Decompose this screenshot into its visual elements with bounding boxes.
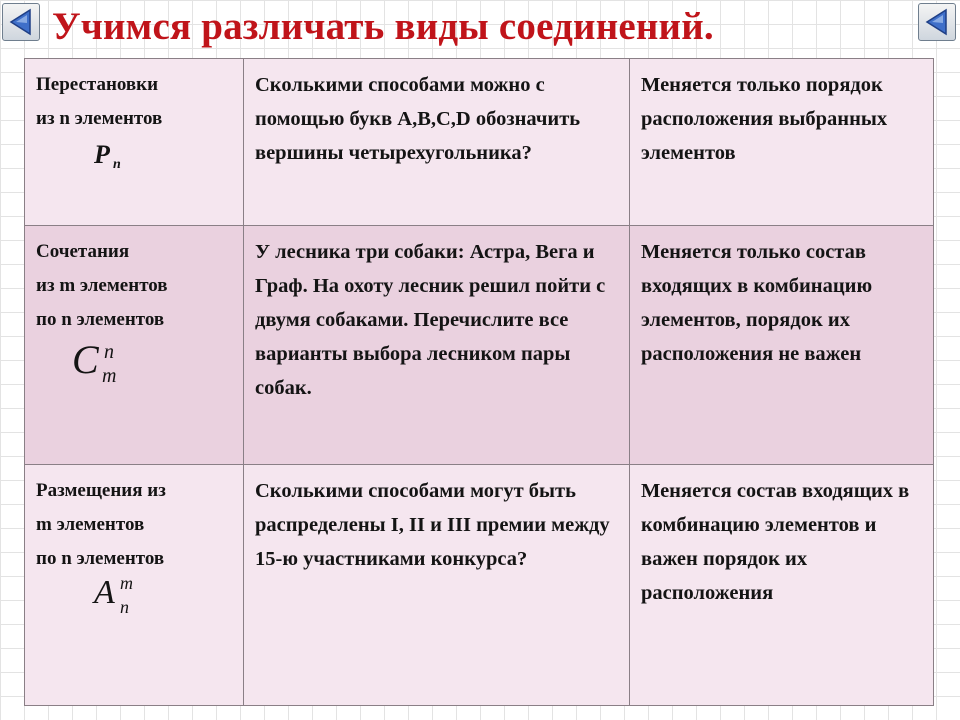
arrow-left-icon (922, 7, 952, 37)
nav-back-button[interactable] (2, 3, 40, 41)
combinations-table (24, 58, 934, 706)
table-row (25, 59, 934, 226)
table-row (25, 226, 934, 465)
page-title: Учимся различать виды соединений. (52, 5, 714, 48)
rule-cell (630, 465, 934, 706)
type-label: Перестановки из n элементов (36, 74, 163, 129)
example-text: Сколькими способами могут быть распределены I, II и III премии между 15-ю участниками конкурса? (255, 480, 610, 570)
permutation-formula (36, 136, 237, 180)
rule-text: Меняется только порядок расположения выбранных элементов (641, 74, 888, 164)
formula-letter: A (94, 574, 115, 611)
example-text: У лесника три собаки: Астра, Вега и Граф. На охоту лесник решил пойти с двумя собаками. Перечислите все варианты выбора лесником пары собак. (255, 241, 606, 399)
formula-subscript: n (113, 157, 121, 172)
example-cell (244, 59, 630, 226)
nav-return-button[interactable] (918, 3, 956, 41)
arrangement-formula (36, 573, 237, 630)
type-label: Размещения из m элементов по n элементов (36, 480, 166, 569)
arrow-left-icon (6, 7, 36, 37)
example-cell (244, 226, 630, 465)
formula-subscript: n (120, 597, 129, 617)
example-text: Сколькими способами можно с помощью букв A,B,C,D обозначить вершины четырехугольника? (255, 74, 581, 164)
rule-text: Меняется состав входящих в комбинацию элементов и важен порядок их расположения (641, 480, 910, 604)
formula-letter: P (94, 140, 110, 169)
formula-letter: C (72, 337, 99, 382)
type-cell (25, 59, 244, 226)
formula-superscript: n (104, 341, 114, 363)
table-row (25, 465, 934, 706)
rule-cell (630, 226, 934, 465)
type-label: Сочетания из m элементов по n элементов (36, 241, 168, 330)
rule-cell (630, 59, 934, 226)
formula-subscript: m (102, 365, 117, 387)
combination-formula (36, 337, 237, 397)
formula-superscript: m (120, 573, 133, 593)
type-cell (25, 465, 244, 706)
example-cell (244, 465, 630, 706)
type-cell (25, 226, 244, 465)
rule-text: Меняется только состав входящих в комбинацию элементов, порядок их расположения не важен (641, 241, 873, 365)
